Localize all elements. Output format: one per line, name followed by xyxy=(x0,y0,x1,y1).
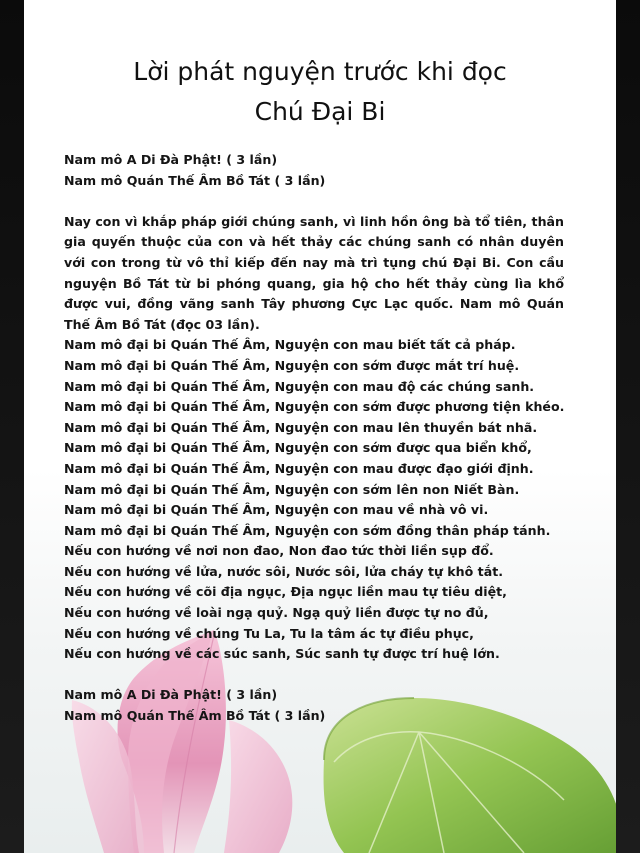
spacer xyxy=(64,191,564,212)
prayer-text xyxy=(64,150,564,727)
vow-line: Nếu con hướng về cõi địa ngục, Địa ngục liền mau tự tiêu diệt, xyxy=(64,584,507,600)
vow-line: Nam mô đại bi Quán Thế Âm, Nguyện con mau độ các chúng sanh. xyxy=(64,378,535,394)
document-page xyxy=(24,0,616,853)
right-frame-band xyxy=(616,0,640,853)
title-line-2: Chú Đại Bi xyxy=(254,97,386,126)
vow-line: Nam mô đại bi Quán Thế Âm, Nguyện con mau biết tất cả pháp. xyxy=(64,337,516,353)
vow-paragraph: Nay con vì khắp pháp giới chúng sanh, vì linh hồn ông bà tổ tiên, thân gia quyến thuộc của con và hết thảy các chúng sanh có nhân duyên với con trong từ vô thỉ kiếp đến nay mà trì tụng chú Đại Bi. Con cầu nguyện Bồ Tát từ bi phóng quang, gia hộ cho hết thảy cùng lìa khổ được vui, đồng vãng sanh Tây phương Cực Lạc quốc. Nam mô Quán Thế Âm Bồ Tát (đọc 03 lần). xyxy=(64,213,564,332)
title-line-1: Lời phát nguyện trước khi đọc xyxy=(133,57,507,86)
vow-line: Nam mô đại bi Quán Thế Âm, Nguyện con sớm lên non Niết Bàn. xyxy=(64,481,520,497)
vow-line: Nếu con hướng về loài ngạ quỷ. Ngạ quỷ liền được tự no đủ, xyxy=(64,605,489,621)
left-frame-band xyxy=(0,0,24,853)
vow-line: Nam mô đại bi Quán Thế Âm, Nguyện con sớm đồng thân pháp tánh. xyxy=(64,522,551,538)
closing-line: Nam mô Quán Thế Âm Bồ Tát ( 3 lần) xyxy=(64,708,326,724)
vow-line: Nam mô đại bi Quán Thế Âm, Nguyện con mau được đạo giới định. xyxy=(64,460,534,476)
vow-line: Nam mô đại bi Quán Thế Âm, Nguyện con sớm được qua biển khổ, xyxy=(64,440,532,456)
vow-line: Nếu con hướng về lửa, nước sôi, Nước sôi, lửa cháy tự khô tắt. xyxy=(64,563,504,579)
page-title xyxy=(24,52,616,132)
vow-line: Nếu con hướng về nơi non đao, Non đao tức thời liền sụp đổ. xyxy=(64,543,494,559)
opening-line: Nam mô A Di Đà Phật! ( 3 lần) xyxy=(64,152,278,167)
vow-line: Nếu con hướng về các súc sanh, Súc sanh tự được trí huệ lớn. xyxy=(64,646,500,662)
vow-line: Nam mô đại bi Quán Thế Âm, Nguyện con sớm được phương tiện khéo. xyxy=(64,399,565,415)
vow-line: Nam mô đại bi Quán Thế Âm, Nguyện con sớm được mắt trí huệ. xyxy=(64,357,520,373)
vow-line: Nam mô đại bi Quán Thế Âm, Nguyện con mau về nhà vô vi. xyxy=(64,502,489,518)
vow-line: Nếu con hướng về chúng Tu La, Tu la tâm ác tự điều phục, xyxy=(64,625,474,641)
closing-line: Nam mô A Di Đà Phật! ( 3 lần) xyxy=(64,687,278,703)
vow-line: Nam mô đại bi Quán Thế Âm, Nguyện con mau lên thuyền bát nhã. xyxy=(64,419,538,435)
spacer xyxy=(64,665,564,686)
opening-line: Nam mô Quán Thế Âm Bồ Tát ( 3 lần) xyxy=(64,172,326,188)
